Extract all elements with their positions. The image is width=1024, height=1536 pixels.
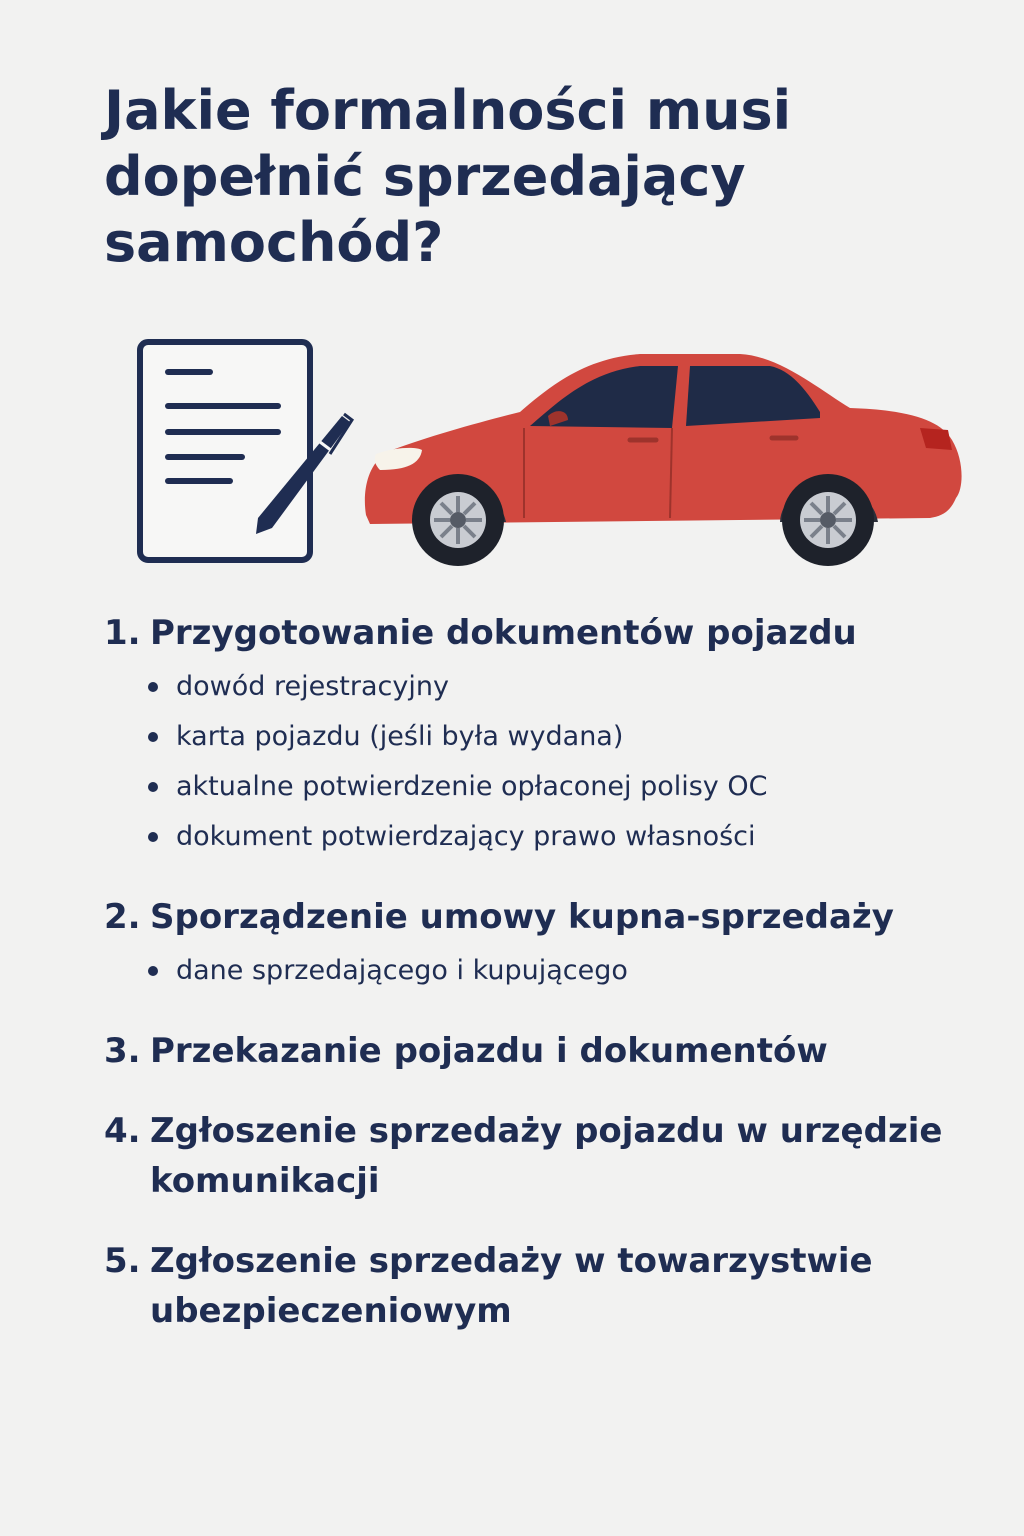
bullet-text: dokument potwierdzający prawo własności xyxy=(176,821,756,852)
step-title: Sporządzenie umowy kupna-sprzedaży xyxy=(150,897,894,937)
bullet-item xyxy=(148,812,984,862)
step-number: 5. xyxy=(104,1241,141,1281)
step-number: 2. xyxy=(104,897,141,937)
step-heading xyxy=(104,892,984,942)
step-item xyxy=(104,1236,984,1336)
bullet-dot-icon xyxy=(148,966,158,976)
step-number: 4. xyxy=(104,1111,141,1151)
illustration-svg xyxy=(130,330,970,580)
step-title: Zgłoszenie sprzedaży w towarzystwie ubezpieczeniowym xyxy=(150,1241,873,1331)
step-item xyxy=(104,1026,984,1076)
bullet-list xyxy=(104,946,984,996)
bullet-dot-icon xyxy=(148,782,158,792)
front-wheel xyxy=(412,474,504,566)
illustration xyxy=(130,330,970,580)
step-item xyxy=(104,608,984,862)
bullet-dot-icon xyxy=(148,832,158,842)
step-title: Przekazanie pojazdu i dokumentów xyxy=(150,1031,828,1071)
page-title: Jakie formalności musi dopełnić sprzedający samochód? xyxy=(104,79,792,274)
step-heading xyxy=(104,1026,984,1076)
document-with-pen-icon xyxy=(140,342,352,560)
step-heading xyxy=(104,1106,984,1206)
bullet-dot-icon xyxy=(148,682,158,692)
bullet-text: karta pojazdu (jeśli była wydana) xyxy=(176,721,624,752)
steps-list xyxy=(104,608,984,1366)
bullet-item xyxy=(148,762,984,812)
bullet-item xyxy=(148,946,984,996)
bullet-dot-icon xyxy=(148,732,158,742)
bullet-text: aktualne potwierdzenie opłaconej polisy OC xyxy=(176,771,768,802)
bullet-text: dowód rejestracyjny xyxy=(176,671,449,702)
step-title: Zgłoszenie sprzedaży pojazdu w urzędzie komunikacji xyxy=(150,1111,943,1201)
red-sedan-car-icon xyxy=(365,354,962,566)
step-number: 1. xyxy=(104,613,141,653)
step-heading xyxy=(104,608,984,658)
step-number: 3. xyxy=(104,1031,141,1071)
bullet-list xyxy=(104,662,984,862)
bullet-item xyxy=(148,712,984,762)
bullet-text: dane sprzedającego i kupującego xyxy=(176,955,628,986)
step-heading xyxy=(104,1236,984,1336)
step-item xyxy=(104,892,984,996)
rear-wheel xyxy=(782,474,874,566)
step-title: Przygotowanie dokumentów pojazdu xyxy=(150,613,857,653)
step-item xyxy=(104,1106,984,1206)
bullet-item xyxy=(148,662,984,712)
